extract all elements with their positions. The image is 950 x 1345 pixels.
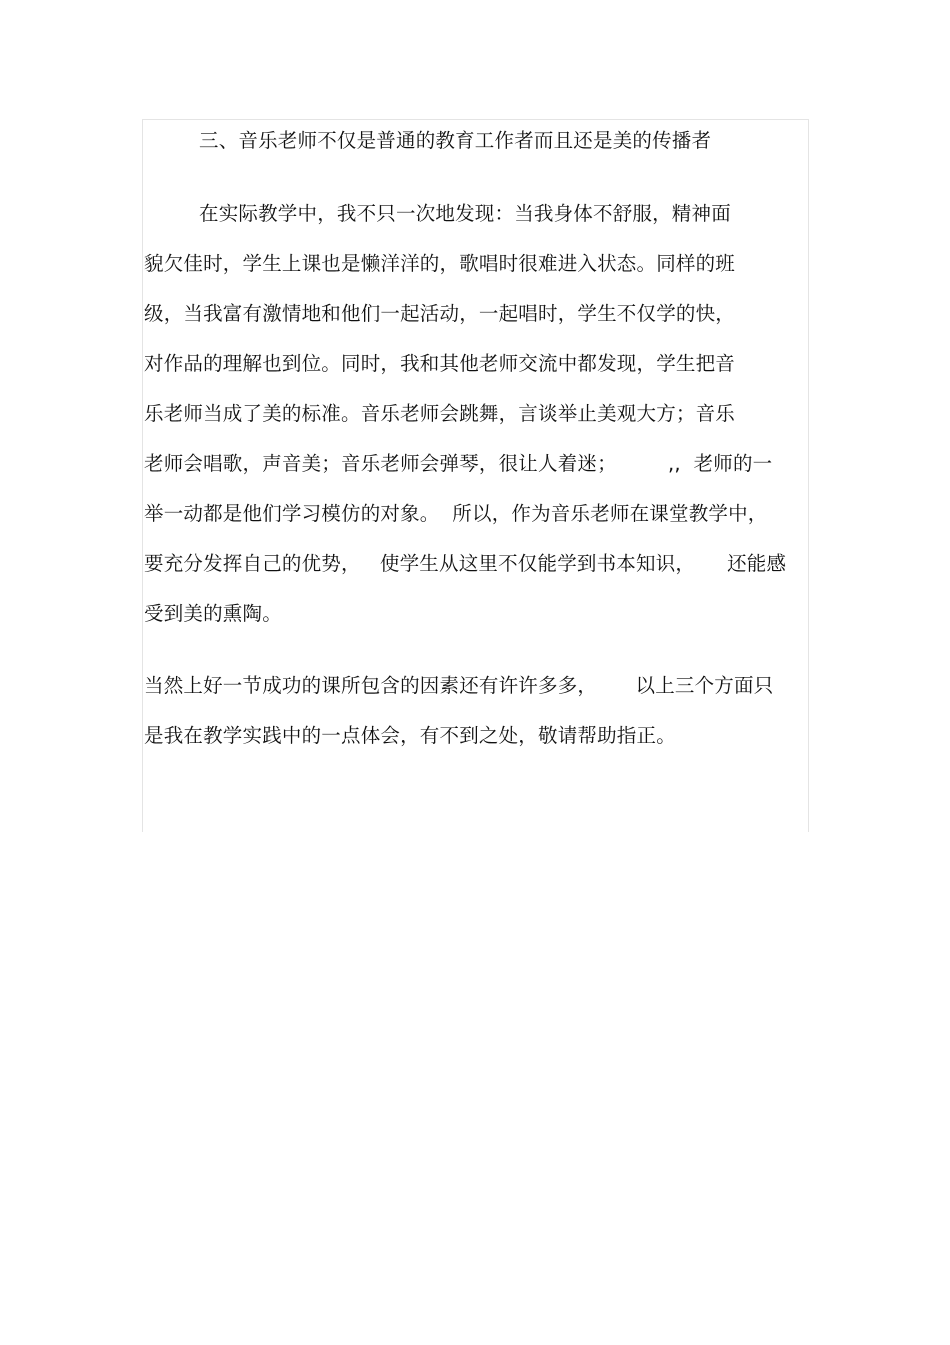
paragraph-1-line: 貌欠佳时，学生上课也是懒洋洋的，歌唱时很难进入状态。同样的班 — [144, 252, 736, 275]
paragraph-1-line: 要充分发挥自己的优势， 使学生从这里不仅能学到书本知识， 还能感 — [144, 552, 787, 575]
paragraph-1-line: 老师会唱歌，声音美；音乐老师会弹琴，很让人着迷； ,, 老师的一 — [144, 452, 773, 475]
paragraph-1-line: 乐老师当成了美的标准。音乐老师会跳舞，言谈举止美观大方；音乐 — [144, 402, 736, 425]
paragraph-1-line: 在实际教学中，我不只一次地发现：当我身体不舒服，精神面 — [199, 202, 731, 225]
paragraph-1-line: 举一动都是他们学习模仿的对象。 所以，作为音乐老师在课堂教学中， — [144, 502, 768, 525]
paragraph-1-line: 对作品的理解也到位。同时，我和其他老师交流中都发现，学生把音 — [144, 352, 736, 375]
paragraph-2-line: 是我在教学实践中的一点体会，有不到之处，敬请帮助指正。 — [144, 724, 676, 747]
paragraph-1-line: 级，当我富有激情地和他们一起活动，一起唱时，学生不仅学的快， — [144, 302, 736, 325]
paragraph-1-line: 受到美的熏陶。 — [144, 602, 282, 625]
paragraph-2-line: 当然上好一节成功的课所包含的因素还有许许多多， 以上三个方面只 — [144, 674, 774, 697]
section-heading: 三、音乐老师不仅是普通的教育工作者而且还是美的传播者 — [199, 129, 712, 152]
